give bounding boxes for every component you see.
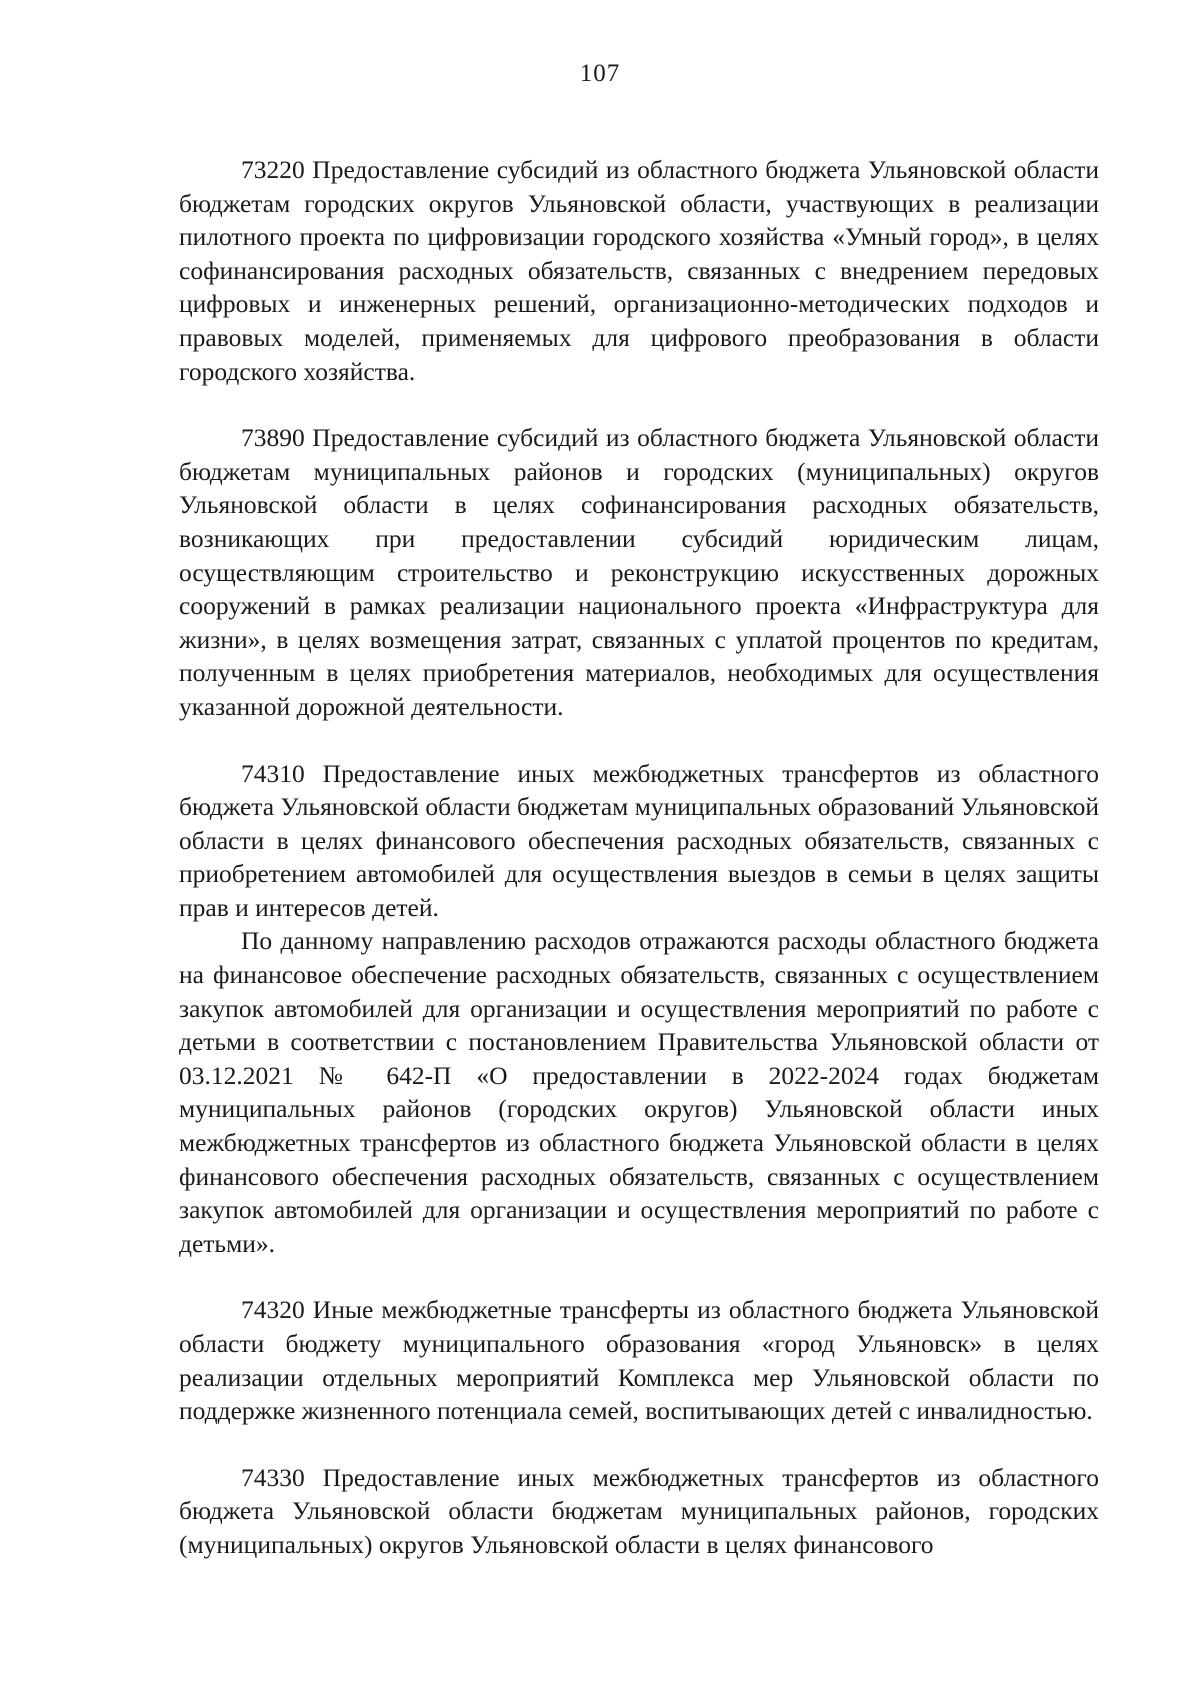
paragraph-74320: 74320 Иные межбюджетные трансферты из областного бюджета Ульяновской области бюджету муниципального образования «город Ульяновск» в целях реализации отдельных мероприятий Комплекса мер Ульяновской области по поддержке жизненного потенциала семей, воспитывающих детей с инвалидностью. <box>179 1295 1099 1426</box>
page-number: 107 <box>579 60 621 87</box>
paragraph-74310-details: По данному направлению расходов отражаются расходы областного бюджета на финансовое обеспечение расходных обязательств, связанных с осуществлением закупок автомобилей для организации и осуществления мероприятий по работе с детьми в соответствии с постановлением Правительства Ульяновской области от 03.12.2021 № 642-П «О предоставлении в 2022-2024 годах бюджетам муниципальных районов (городских округов) Ульяновской области иных межбюджетных трансфертов из областного бюджета Ульяновской области в целях финансового обеспечения расходных обязательств, связанных с осуществлением закупок автомобилей для организации и осуществления мероприятий по работе с детьми». <box>179 926 1099 1258</box>
paragraph-74330: 74330 Предоставление иных межбюджетных трансфертов из областного бюджета Ульяновской области бюджетам муниципальных районов, городских (муниципальных) округов Ульяновской области в целях финансового <box>179 1462 1099 1559</box>
document-body <box>179 153 1099 1562</box>
paragraph-73220: 73220 Предоставление субсидий из областного бюджета Ульяновской области бюджетам городских округов Ульяновской области, участвующих в реализации пилотного проекта по цифровизации городского хозяйства «Умный город», в целях софинансирования расходных обязательств, связанных с внедрением передовых цифровых и инженерных решений, организационно-методических подходов и правовых моделей, применяемых для цифрового преобразования в области городского хозяйства. <box>179 155 1099 386</box>
paragraph-74310: 74310 Предоставление иных межбюджетных трансфертов из областного бюджета Ульяновской области бюджетам муниципальных образований Ульяновской области в целях финансового обеспечения расходных обязательств, связанных с приобретением автомобилей для осуществления выездов в семьи в целях защиты прав и интересов детей. <box>179 758 1099 922</box>
paragraph-73890: 73890 Предоставление субсидий из областного бюджета Ульяновской области бюджетам муниципальных районов и городских (муниципальных) округов Ульяновской области в целях софинансирования расходных обязательств, возникающих при предоставлении субсидий юридическим лицам, осуществляющим строительство и реконструкцию искусственных дорожных сооружений в рамках реализации национального проекта «Инфраструктура для жизни», в целях возмещения затрат, связанных с уплатой процентов по кредитам, полученным в целях приобретения материалов, необходимых для осуществления указанной дорожной деятельности. <box>179 423 1099 721</box>
